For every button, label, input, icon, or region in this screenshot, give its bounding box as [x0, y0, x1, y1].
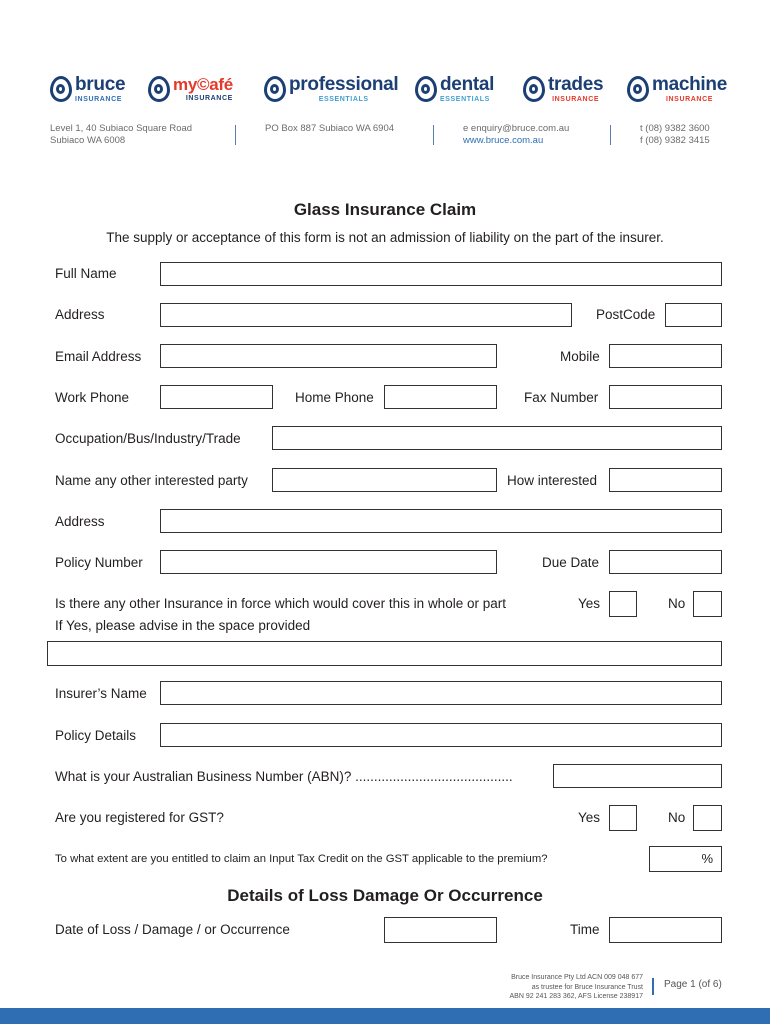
postcode-label: PostCode	[596, 307, 656, 322]
footer-bar	[0, 1008, 770, 1024]
fax-label: Fax Number	[524, 390, 599, 405]
other-insurance-yes-label: Yes	[578, 596, 601, 611]
bruce-logo-icon	[50, 76, 72, 102]
policy-number-field[interactable]	[160, 550, 497, 574]
logo-dental: dental ESSENTIALS	[415, 72, 494, 106]
logo-mycafe: my©afé INSURANCE	[148, 72, 233, 106]
office-address: Level 1, 40 Subiaco Square Road Subiaco WA 6008	[50, 123, 193, 146]
time-field[interactable]	[609, 917, 722, 943]
phone-contact: t (08) 9382 3600 f (08) 9382 3415	[640, 123, 710, 146]
other-insurance-question: Is there any other Insurance in force which would cover this in whole or part	[55, 596, 506, 611]
professional-logo-icon	[264, 76, 286, 102]
policy-number-label: Policy Number	[55, 555, 143, 570]
other-insurance-no-checkbox[interactable]	[693, 591, 722, 617]
other-insurance-details-field[interactable]	[47, 641, 722, 666]
fax-field[interactable]	[609, 385, 722, 409]
po-box: PO Box 887 Subiaco WA 6904	[265, 123, 395, 134]
section-title: Details of Loss Damage Or Occurrence	[227, 886, 543, 905]
logo-professional: professional ESSENTIALS	[264, 72, 398, 106]
other-insurance-yes-checkbox[interactable]	[609, 591, 637, 617]
how-interested-label: How interested	[507, 473, 598, 488]
website-link[interactable]: www.bruce.com.au	[463, 135, 544, 146]
disclaimer: The supply or acceptance of this form is not an admission of liability on the part of the insurer.	[106, 230, 664, 245]
trades-logo-icon	[523, 76, 545, 102]
divider	[433, 125, 434, 145]
full-name-field[interactable]	[160, 262, 722, 286]
address2-field[interactable]	[160, 509, 722, 533]
web-contact	[463, 123, 569, 147]
home-phone-field[interactable]	[384, 385, 497, 409]
home-phone-label: Home Phone	[295, 390, 374, 405]
address2-label: Address	[55, 514, 105, 529]
gst-no-checkbox[interactable]	[693, 805, 722, 831]
machine-logo-icon	[627, 76, 649, 102]
interested-party-label: Name any other interested party	[55, 473, 248, 488]
mobile-label: Mobile	[560, 349, 600, 364]
gst-no-label: No	[668, 810, 686, 825]
company-details: Bruce Insurance Pty Ltd ACN 009 048 677 as trustee for Bruce Insurance Trust ABN 92 241 283 362, AFS License 238917	[509, 974, 643, 1000]
interested-party-field[interactable]	[272, 468, 497, 492]
abn-question: What is your Australian Business Number (ABN)? ..........................................	[55, 769, 513, 784]
insurer-name-field[interactable]	[160, 681, 722, 705]
policy-details-field[interactable]	[160, 723, 722, 747]
time-label: Time	[570, 922, 600, 937]
logo-machine: machine INSURANCE	[627, 72, 727, 106]
work-phone-field[interactable]	[160, 385, 273, 409]
logo-bruce: bruce INSURANCE	[50, 72, 125, 106]
itc-percent-field[interactable]	[649, 846, 722, 872]
abn-field[interactable]	[553, 764, 722, 788]
postcode-field[interactable]	[665, 303, 722, 327]
logo-trades: trades INSURANCE	[523, 72, 603, 106]
percent-sign: %	[701, 851, 713, 866]
date-of-loss-label: Date of Loss / Damage / or Occurrence	[55, 922, 290, 937]
form-title: Glass Insurance Claim	[293, 200, 477, 219]
page-number: Page 1 (of 6)	[664, 979, 722, 990]
policy-details-label: Policy Details	[55, 728, 137, 743]
dental-logo-icon	[415, 76, 437, 102]
full-name-label: Full Name	[55, 266, 117, 281]
address-field[interactable]	[160, 303, 572, 327]
email-field[interactable]	[160, 344, 497, 368]
due-date-field[interactable]	[609, 550, 722, 574]
insurer-name-label: Insurer’s Name	[55, 686, 147, 701]
divider	[610, 125, 611, 145]
date-of-loss-field[interactable]	[384, 917, 497, 943]
occupation-label: Occupation/Bus/Industry/Trade	[55, 431, 241, 446]
itc-question: To what extent are you entitled to claim an Input Tax Credit on the GST applicable to the premium?	[55, 853, 548, 865]
email-link[interactable]: e enquiry@bruce.com.au	[463, 123, 570, 134]
gst-yes-checkbox[interactable]	[609, 805, 637, 831]
other-insurance-no-label: No	[668, 596, 686, 611]
mobile-field[interactable]	[609, 344, 722, 368]
divider	[235, 125, 236, 145]
other-insurance-hint: If Yes, please advise in the space provided	[55, 618, 311, 633]
mycafe-logo-icon	[148, 76, 170, 102]
due-date-label: Due Date	[542, 555, 600, 570]
gst-question: Are you registered for GST?	[55, 810, 224, 825]
gst-yes-label: Yes	[578, 810, 601, 825]
email-label: Email Address	[55, 349, 142, 364]
footer-divider	[652, 978, 654, 995]
how-interested-field[interactable]	[609, 468, 722, 492]
address-label: Address	[55, 307, 105, 322]
work-phone-label: Work Phone	[55, 390, 130, 405]
occupation-field[interactable]	[272, 426, 722, 450]
